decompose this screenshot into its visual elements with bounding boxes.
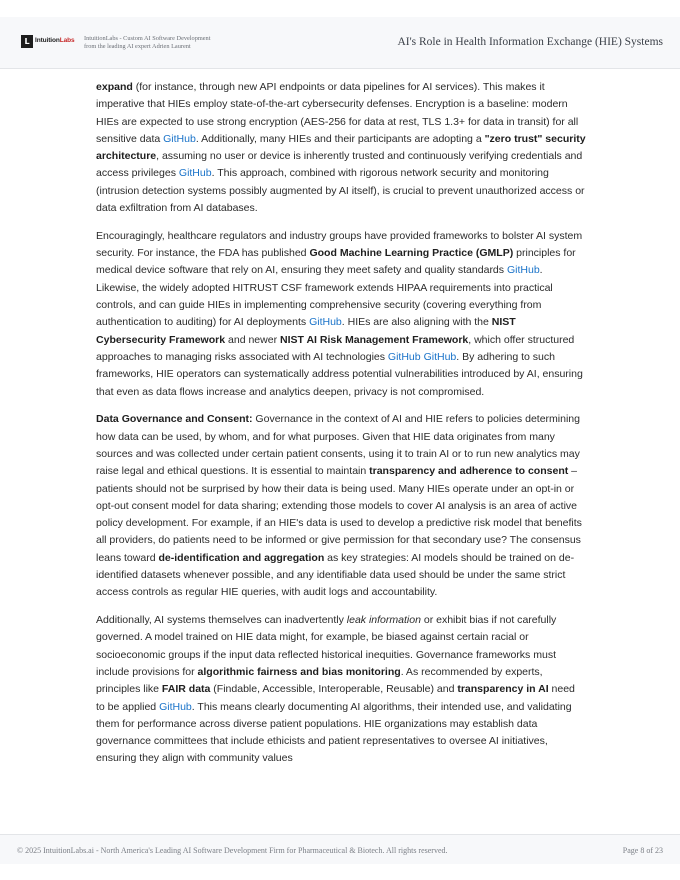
body-text: Encouragingly, healthcare regulators and industry groups have provided frameworks to bolster AI system security. For instance, the FDA has published bbox=[96, 229, 583, 260]
logo-wordmark[interactable] bbox=[35, 37, 75, 44]
body-text: . This approach, combined with rigorous network security and monitoring (intrusion detection systems possibly augmented by AI itself), is crucial to prevent unauthorized access or data exfiltration from AI databases. bbox=[96, 167, 585, 215]
body-text: need to be applied bbox=[96, 683, 575, 713]
italic-text: leak information bbox=[346, 614, 421, 627]
citation-link[interactable]: GitHub bbox=[178, 167, 212, 180]
paragraph-frameworks bbox=[96, 228, 586, 401]
bold-text: NIST AI Risk Management Framework bbox=[280, 333, 469, 346]
body-text: . HIEs are also aligning with the bbox=[341, 316, 492, 329]
citation-link[interactable]: GitHub bbox=[309, 316, 342, 329]
bold-text: algorithmic fairness and bias monitoring bbox=[197, 666, 401, 678]
paragraph-governance bbox=[96, 411, 586, 601]
page-header bbox=[0, 17, 680, 69]
header-tagline bbox=[84, 35, 210, 51]
body-text: . This means clearly documenting AI algorithms, their intended use, and validating them for performance across diverse patient populations. HIE organizations may establish data governance committees that include ethicists and patient representatives to oversee AI initiatives, ensuring they align with community values bbox=[96, 700, 572, 765]
citation-link[interactable]: GitHub bbox=[423, 350, 457, 363]
body-text: and newer bbox=[225, 333, 280, 346]
document-body bbox=[96, 79, 586, 778]
bold-text: FAIR data bbox=[161, 683, 211, 696]
document-title: AI's Role in Health Information Exchange (HIE) Systems bbox=[397, 36, 663, 48]
tagline-line-2: from the leading AI expert Adrien Laurent bbox=[84, 43, 191, 50]
body-text: as key strategies: AI models should be trained on de-identified datasets whenever possible, and any identifiable data used should be under the same strict access controls as regular HIE queries, with audit logs and accountability. bbox=[96, 551, 575, 599]
paragraph-security bbox=[96, 79, 586, 217]
body-text: . Likewise, the widely adopted HITRUST CSF framework extends HIPAA requirements into practical controls, and can guide HIEs in implementing comprehensive security (covering everything from authentication to auditing) for AI deployments bbox=[96, 264, 553, 329]
footer-copyright: © 2025 IntuitionLabs.ai - North America's Leading AI Software Development Firm for Pharmaceutical & Biotech. All rights reserved. bbox=[17, 846, 448, 855]
body-text: . By adhering to such frameworks, HIE operators can systematically address potential vulnerabilities introduced by AI, ensuring that even as data flows increase and analytics deepen, privacy is not compromised. bbox=[96, 350, 583, 398]
bold-text: expand bbox=[96, 81, 133, 93]
tagline-line-1: IntuitionLabs - Custom AI Software Development bbox=[84, 35, 211, 42]
bold-text: NIST Cybersecurity Framework bbox=[96, 316, 516, 346]
bold-text: Good Machine Learning Practice (GMLP) bbox=[309, 247, 514, 260]
bold-text: transparency in AI bbox=[457, 683, 549, 696]
body-text: , which offer structured approaches to managing risks associated with AI technologies bbox=[96, 333, 575, 363]
bold-text: de-identification and aggregation bbox=[158, 551, 325, 564]
logo-icon[interactable]: L bbox=[21, 35, 33, 48]
page-footer bbox=[0, 834, 680, 864]
citation-link[interactable]: GitHub bbox=[506, 264, 540, 277]
logo-accent: Labs bbox=[59, 37, 75, 44]
bold-text: transparency and adherence to consent bbox=[369, 465, 569, 478]
body-text: or exhibit bias if not carefully governed. A model trained on HIE data might, for example, be biased against certain racial or socioeconomic groups if the input data reflected historical inequities. Governance frameworks must include provisions for bbox=[96, 614, 557, 678]
paragraph-bias bbox=[96, 612, 586, 768]
page-number: Page 8 of 23 bbox=[622, 846, 663, 855]
citation-link[interactable]: GitHub bbox=[163, 132, 196, 145]
logo-name: Intuition bbox=[35, 37, 60, 44]
body-text: principles for medical device software that rely on AI, ensuring they meet safety and quality standards bbox=[96, 247, 576, 277]
citation-link[interactable]: GitHub bbox=[387, 350, 421, 363]
bold-text: "zero trust" security architecture bbox=[96, 132, 586, 163]
citation-link[interactable]: GitHub bbox=[159, 700, 192, 713]
body-text: Governance in the context of AI and HIE refers to policies determining how data can be used, by whom, and for what purposes. Given that HIE data originates from many sources and was collected under certain patient consents, using it to train AI or to run new analytics may raise legal and ethical questions. It is essential to maintain bbox=[96, 413, 580, 478]
body-text: . Additionally, many HIEs and their participants are adopting a bbox=[195, 132, 485, 145]
body-text: – patients should not be surprised by how their data is being used. Many HIEs operate under an opt-in or opt-out consent model for data sharing; extending those models to cover AI analysis is an area of active policy development. For example, if an HIE's data is used to develop a predictive risk model that benefits all providers, do patients need to be informed or give permission for that secondary use? The consensus leans toward bbox=[96, 465, 582, 564]
bold-text: Data Governance and Consent: bbox=[96, 413, 253, 426]
body-text: , assuming no user or device is inherently trusted and continuously verifying credentials and access privileges bbox=[96, 150, 583, 180]
body-text: . As recommended by experts, principles like bbox=[96, 666, 543, 696]
body-text: (for instance, through new API endpoints or data pipelines for AI services). This makes it imperative that HIEs employ state-of-the-art cybersecurity defenses. Encryption is a baseline: modern HIEs are expected to use strong encryption (AES-256 for data at rest, TLS 1.3+ for data in transit) for all sensitive data bbox=[96, 81, 579, 145]
body-text: Additionally, AI systems themselves can inadvertently bbox=[96, 614, 347, 627]
body-text: (Findable, Accessible, Interoperable, Reusable) and bbox=[210, 683, 458, 696]
